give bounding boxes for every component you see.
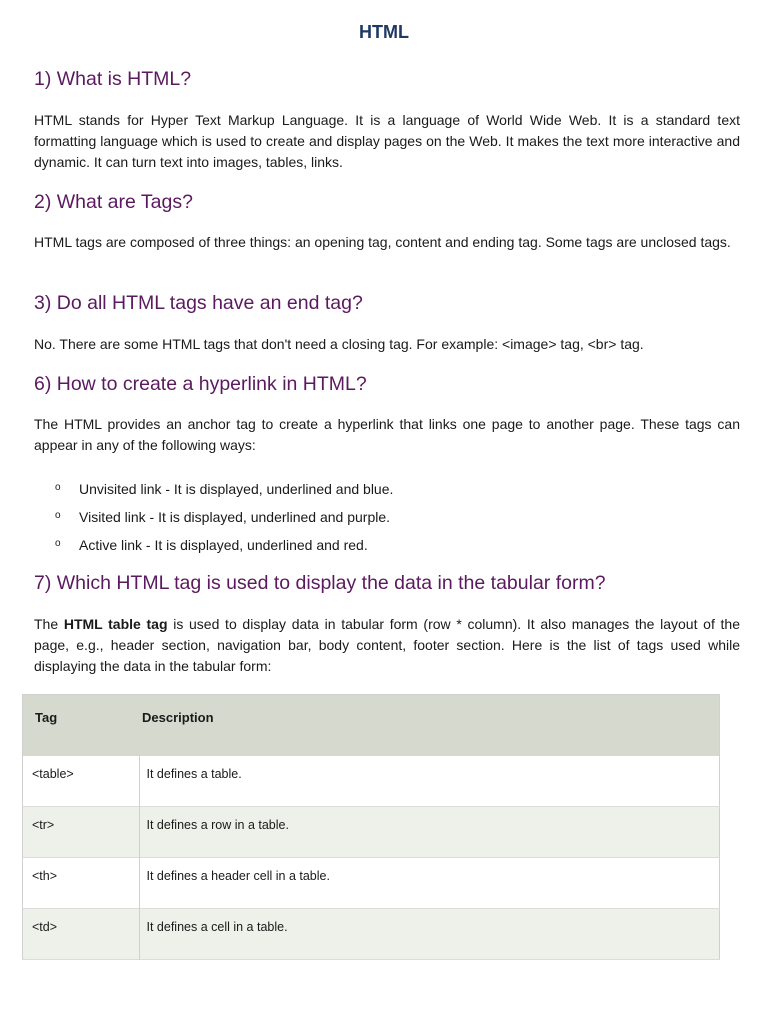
section-heading-end-tag: 3) Do all HTML tags have an end tag? xyxy=(34,292,363,314)
table-cell-description: It defines a table. xyxy=(146,766,242,781)
table-cell-description: It defines a row in a table. xyxy=(146,818,289,832)
section-body-what-are-tags: HTML tags are composed of three things: an opening tag, content and ending tag. Some tags are unclosed tags. xyxy=(34,234,731,250)
bullet-icon: o xyxy=(55,538,61,549)
section-body-what-is-html: HTML stands for Hyper Text Markup Language. It is a language of World Wide Web. It is a standard text formatting language which is used to create and display pages on the Web. It makes the text more interactive and dynamic. It can turn text into images, tables, links. xyxy=(34,112,740,170)
list-item xyxy=(50,507,393,535)
list-item-text: Active link - It is displayed, underlined and red. xyxy=(79,537,368,553)
list-item xyxy=(50,479,393,507)
hyperlink-states-list xyxy=(50,479,393,563)
table-cell-tag: <table> xyxy=(23,756,140,807)
section-heading-hyperlink: 6) How to create a hyperlink in HTML? xyxy=(34,373,367,395)
table-row xyxy=(23,807,720,858)
section-heading-what-are-tags: 2) What are Tags? xyxy=(34,191,193,213)
section-body-end-tag: No. There are some HTML tags that don't need a closing tag. For example: <image> tag, <br> tag. xyxy=(34,336,644,352)
table-row xyxy=(23,858,720,909)
section-body-table-tag xyxy=(34,614,740,677)
table-cell-description: It defines a cell in a table. xyxy=(146,920,288,934)
section-body-hyperlink: The HTML provides an anchor tag to create a hyperlink that links one page to another page. These tags can appear in any of the following ways: xyxy=(34,416,740,453)
list-item xyxy=(50,535,393,563)
table-cell-tag: <td> xyxy=(23,909,140,960)
bullet-icon: o xyxy=(55,482,61,493)
section-heading-table-tag: 7) Which HTML tag is used to display the data in the tabular form? xyxy=(34,572,606,594)
document-title: HTML xyxy=(359,22,409,42)
table-header-description: Description xyxy=(142,710,214,725)
html-tags-table xyxy=(22,694,720,960)
bullet-icon: o xyxy=(55,510,61,521)
body-suffix: is used to display data in tabular form (row * column). It also manages the layout of the page, e.g., header section, navigation bar, body content, footer section. Here is the list of tags used while displaying the data in the tabular form: xyxy=(34,616,741,674)
list-item-text: Unvisited link - It is displayed, underlined and blue. xyxy=(79,481,394,497)
table-header-tag: Tag xyxy=(35,710,58,725)
section-heading-what-is-html: 1) What is HTML? xyxy=(34,68,192,90)
table-row xyxy=(23,756,720,807)
table-cell-description: It defines a header cell in a table. xyxy=(146,869,330,883)
body-prefix: The xyxy=(34,616,64,632)
table-cell-tag: <tr> xyxy=(23,807,140,858)
table-row xyxy=(23,909,720,960)
list-item-text: Visited link - It is displayed, underlined and purple. xyxy=(79,509,391,525)
body-bold-term: HTML table tag xyxy=(63,616,168,632)
table-cell-tag: <th> xyxy=(23,858,140,909)
table-header-row xyxy=(23,695,720,756)
